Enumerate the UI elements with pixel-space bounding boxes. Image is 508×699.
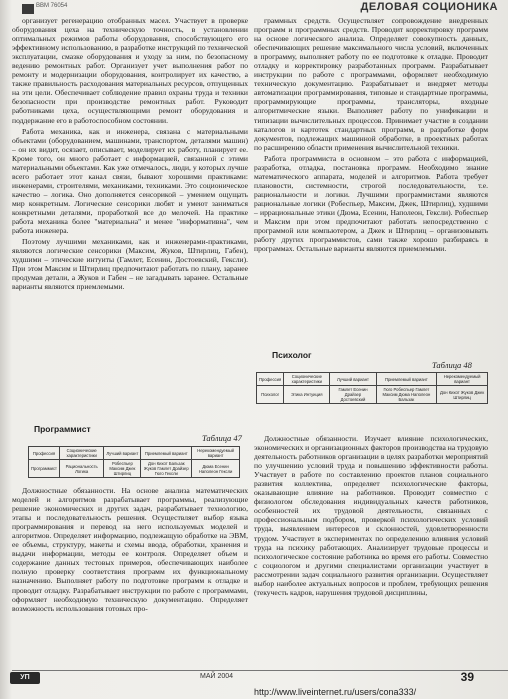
t47-cell-characteristics: Рациональность Логика [59, 460, 103, 478]
right-column-lower [254, 434, 488, 597]
t48-cell-characteristics: Этика Интуиция [284, 386, 330, 404]
right-paragraph-1: граммных средств. Осуществляет сопровождение внедренных программ и программных средств. Проводит корректировку программ на основе логического анализа. Определяет совокупность данных, обеспечивающих решение максимального числа условий, включенных в программу, выполняет работу по ее подготовке к отладке. Проводит отладку и корректировку разработанных программ. Разрабатывает инструкции по работе с программами, оформляет необходимую техническую документацию. Разрабатывает и внедряет методы автоматизации программирования, типовые и стандартные программы, программирующие программы, трансляторы, входные алгоритмические языки. Выполняет работу по унификации и типизации вычислительных процессов. Принимает участие в создании каталогов и картотек стандартных программ, в разработке форм документов, подлежащих машинной обработке, в проектных работах по расширению области применения вычислительной техники. [254, 16, 488, 152]
left-paragraph-3: Поэтому лучшими механиками, как и инженерами-практиками, являются логические сенсорики (Максим, Жуков, Штирлиц, Габен), худшими – этические интуиты (Гамлет, Есенин, Достоевский, Гексли). При этом Максим и Штирлиц предпочитают работать по плану, заранее продумав детали, а Жуков и Габен – не загадывать заранее. Остальные варианты являются приемлемыми. [12, 237, 248, 292]
t48-header-profession: Профессия [257, 373, 284, 386]
header-mark [22, 4, 34, 14]
psychologist-heading: Психолог [272, 350, 312, 360]
logo-text: УП [20, 674, 30, 681]
right-paragraph-3: Должностные обязанности. Изучает влияние психологических, экономических и организационных факторов производства на трудовую деятельность работников организации в целях разработки мероприятий по улучшению условий труда и повышению эффективности работы. Участвует в работе по составлению проектов планов социального развития коллектива, определяет психологические факторы, оказывающие влияние на работников. Проводит совместно с физиологом обследования индивидуальных качеств работников, особенностей их трудовой деятельности, связанных с профессиональным подбором, проверкой психологических условий труда, выявлением интересов и склонностей, удовлетворенности трудом. Участвует в экспериментах по определению влияния условий труда на психику работающих. Анализирует трудовые процессы и психологическое состояние работника во время его работы. Совместно с социологом и другими специалистами организации участвует в рассмотрении задач социального развития организации. Осуществляет выбор наиболее актуальных вопросов и проблем, требующих решения (текучесть кадров, нарушения трудовой дисциплины, [254, 434, 488, 597]
watermark-url[interactable]: http://www.liveinternet.ru/users/cona333/ [254, 687, 417, 697]
t47-cell-best: Робеспьер Максим Джек Штирлиц [104, 460, 141, 478]
t47-header-not-recommended: Нерекомендуемый вариант [192, 447, 240, 460]
table-row [257, 386, 488, 404]
left-paragraph-2: Работа механика, как и инженера, связана с материальными объектами (оборудованием, машинами, транспортом, деталями машин) – он их видит, осязает, описывает, моделирует их работу, планирует ее. Кроме того, он много работает с информацией, связанной с этими материальными объектами. Как уже отмечалось, люди, у которых лучше всего работает этот канал связи, бывают хорошими практиками: инженерами, строителями, механиками, техниками. Это соционическое качество – логика. Оно дополняется сенсорикой – умением ощущать мир конкретным. Логические сенсорики любят и умеют заниматься конкретными деталями, проработкой все до мелочей. На практике работа механика более "материальна" и менее "информативна", чем работа инженера. [12, 126, 248, 236]
page-number: 39 [460, 670, 474, 684]
t48-cell-profession: Психолог [257, 386, 284, 404]
table-48 [256, 372, 488, 404]
left-paragraph-1: организует регенерацию отобранных масел. Участвует в проверке оборудования цеха на техническую точность, в установлении оптимальных режимов работы оборудования, способствующего его эффективному использованию, в разработке инструкций по технической эксплуатации, смазке оборудования и уходу за ним, по безопасному ведению ремонтных работ. Организует учет выполнения работ по ремонту и модернизации оборудования, контролирует их качество, а также правильность расходования материальных ресурсов, отпущенных на эти цели. Обеспечивает соблюдение правил охраны труда и техники безопасности при производстве ремонтных работ. Руководит работниками цеха, осуществляющими ремонт оборудования и поддержание его в работоспособном состоянии. [12, 16, 248, 125]
right-paragraph-2: Работа программиста в основном – это работа с информацией, разработка, отладка, постановка программ. Необходимо знание математического аппарата, моделей и алгоритмов. Работа требует плановости, систeмности, строгой последовательности, т.е. рациональности и логики. Лучшими программистами являются рациональные логики (Робеспьер, Максим, Джек, Штирлиц), худшими – иррациональные этики (Дюма, Есенин, Наполеон, Гексли). Робеспьер и Максим при этом предпочитают работать непосредственно с программой или компьютером, а Джек и Штирлиц – организовывать работу других программистов, сами также хорошо разбираясь в программах. Остальные варианты являются приемлемыми. [254, 153, 488, 254]
t48-cell-best: Гамлет Есенин Драйзер Достоевский [330, 386, 376, 404]
issue-date: МАЙ 2004 [200, 673, 234, 680]
right-column [254, 16, 488, 253]
t47-cell-not-recommended: Дюма Есенин Наполеон Гексли [192, 460, 240, 478]
t48-header-best: Лучший вариант [330, 373, 376, 386]
t48-header-characteristics: Соционические характеристики [284, 373, 330, 386]
t48-cell-not-recommended: Дон Кихот Жуков Джек Штирлиц [437, 386, 488, 404]
t48-header-not-recommended: Нерекомендуемый вариант [437, 373, 488, 386]
t47-cell-profession: Программист [29, 460, 60, 478]
footer-rule [12, 670, 508, 686]
magazine-logo [10, 672, 40, 684]
t47-header-acceptable: Приемлемый вариант [141, 447, 192, 460]
t47-header-characteristics: Соционические характеристики [59, 447, 103, 460]
section-title: ДЕЛОВАЯ СОЦИОНИКА [360, 1, 498, 13]
programmer-heading: Программист [34, 424, 91, 434]
table-row [29, 460, 240, 478]
t47-header-best: Лучший вариант [104, 447, 141, 460]
t47-cell-acceptable: Дон Кихот Бальзак Жуков Гамлет Драйзер Гюго Гексли [141, 460, 192, 478]
t48-cell-acceptable: Гюго Робеспьер Гамлет Максим Дюма Наполеон Бальзак [376, 386, 437, 404]
table-47-caption: Таблица 47 [202, 433, 242, 443]
table-47 [28, 446, 240, 478]
left-paragraph-4: Должностные обязанности. На основе анализа математических моделей и алгоритмов разрабатывает программы, реализующие решение экономических и других задач, разрабатывает технологию, этапы и последовательность решения. Осуществляет выбор языка программирования и перевод на него используемых моделей и алгоритмов. Определяет информацию, подлежащую обработке на ЭВМ, ее объемы, структуру, макеты и схемы ввода, обработки, хранения и выдачи информации, методы ее контроля. Определяет объем и содержание данных тестовых примеров, обеспечивающих наиболее полную проверку соответствия программ их функциональному назначению. Выполняет работу по подготовке программ к отладке и проводит отладку. Разрабатывает инструкции по работе с программами, оформляет необходимую техническую документацию. Определяет возможность использования готовых про- [12, 486, 248, 613]
t48-header-acceptable: Приемлемый вариант [376, 373, 437, 386]
left-column [12, 16, 248, 291]
table-48-caption: Таблица 48 [432, 360, 472, 370]
header-code: ВВМ 76054 [36, 3, 68, 9]
left-column-lower [12, 486, 248, 613]
t47-header-profession: Профессия [29, 447, 60, 460]
